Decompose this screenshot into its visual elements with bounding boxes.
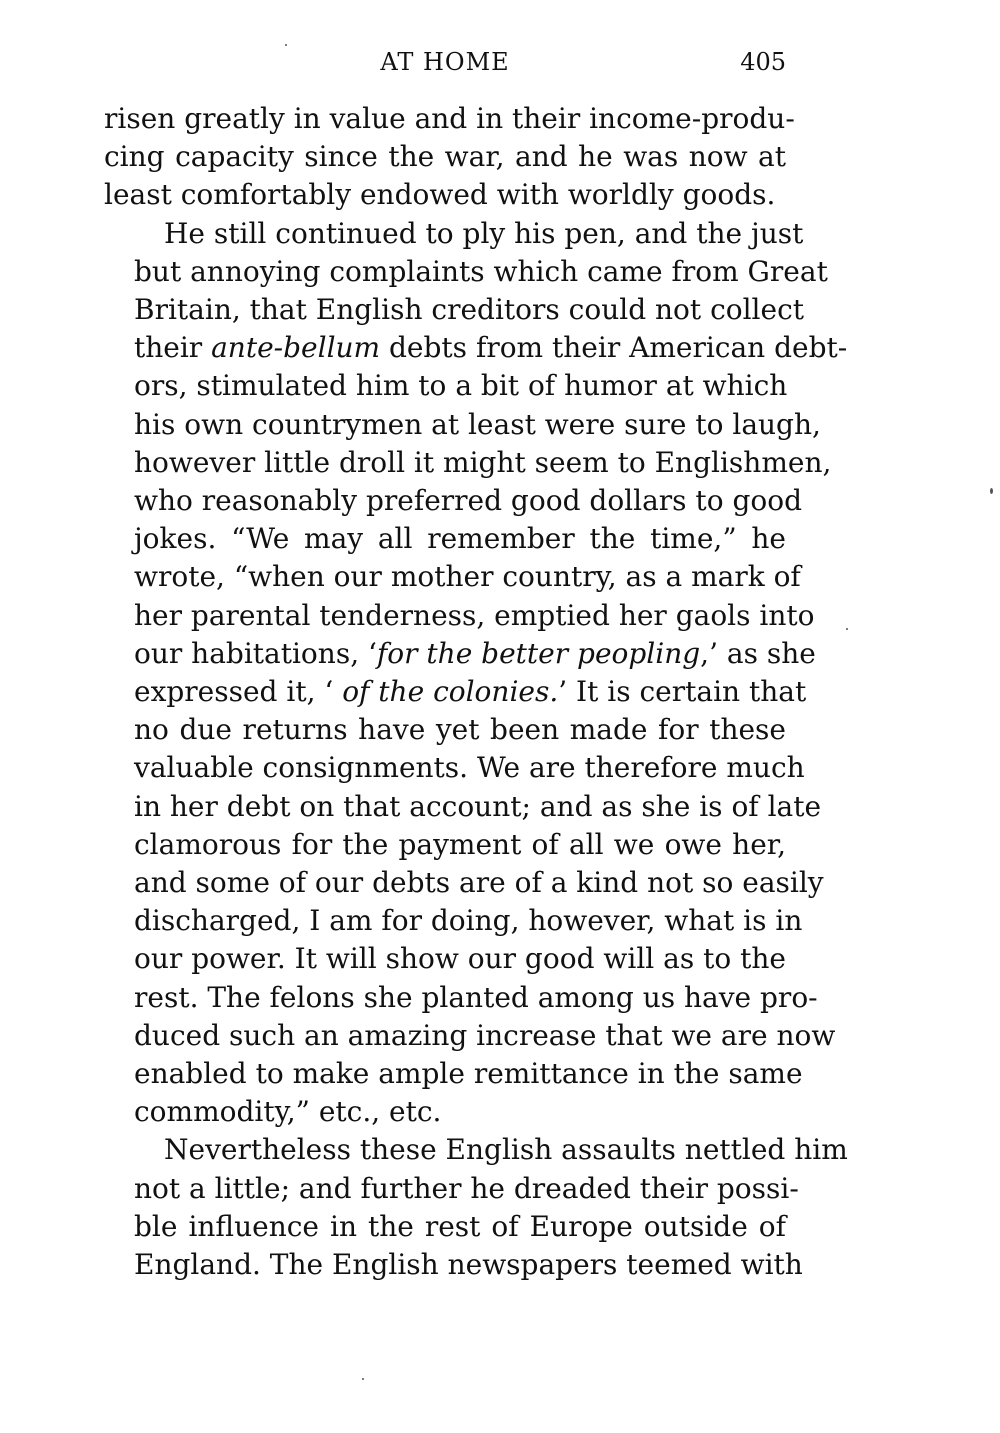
text-line: duced such an amazing increase that we are now bbox=[134, 1018, 836, 1052]
text-line: Nevertheless these English assaults nettled him bbox=[164, 1133, 848, 1167]
text-line: least comfortably endowed with worldly goods. bbox=[104, 178, 776, 212]
text-line: wrote, “when our mother country, as a mark of bbox=[134, 560, 801, 594]
text-line: valuable consignments. We are therefore much bbox=[134, 751, 805, 785]
paragraph bbox=[104, 215, 848, 1132]
text-line: and some of our debts are of a kind not so easily bbox=[134, 866, 824, 900]
text-line: commodity,” etc., etc. bbox=[134, 1095, 442, 1129]
text-line: cing capacity since the war, and he was now at bbox=[104, 140, 786, 174]
text-line: jokes. “We may all remember the time,” he bbox=[134, 522, 786, 556]
text-line: enabled to make ample remittance in the same bbox=[134, 1057, 803, 1091]
text-line: discharged, I am for doing, however, what is in bbox=[134, 904, 803, 938]
scan-speck bbox=[285, 44, 287, 46]
text-line: her parental tenderness, emptied her gaols into bbox=[134, 598, 815, 632]
text-line: his own countrymen at least were sure to laugh, bbox=[134, 407, 821, 441]
body-text bbox=[104, 100, 848, 1284]
text-line: in her debt on that account; and as she is of late bbox=[134, 789, 822, 823]
text-line: expressed it, ‘ of the colonies.’ It is certain that bbox=[134, 675, 807, 709]
text-line: their ante-bellum debts from their American debt- bbox=[134, 331, 848, 365]
text-line: not a little; and further he dreaded their possi- bbox=[134, 1171, 799, 1205]
paragraph bbox=[104, 1131, 848, 1284]
italic-text: of the colonies. bbox=[342, 675, 559, 709]
text-line: ors, stimulated him to a bit of humor at which bbox=[134, 369, 788, 403]
italic-text: ante-bellum bbox=[211, 331, 381, 365]
text-line: clamorous for the payment of all we owe her, bbox=[134, 827, 786, 861]
running-head: AT HOME bbox=[380, 48, 510, 76]
text-line: who reasonably preferred good dollars to good bbox=[134, 484, 803, 518]
text-line: risen greatly in value and in their income-produ- bbox=[104, 102, 795, 135]
text-line: but annoying complaints which came from Great bbox=[134, 254, 828, 288]
text-line: rest. The felons she planted among us have pro- bbox=[134, 980, 818, 1014]
text-line: however little droll it might seem to Englishmen, bbox=[134, 445, 832, 479]
page-number: 405 bbox=[740, 48, 786, 76]
text-line: our habitations, ‘for the better peopling,’ as she bbox=[134, 636, 816, 670]
text-line: Britain, that English creditors could not collect bbox=[134, 293, 805, 327]
text-line: our power. It will show our good will as to the bbox=[134, 942, 786, 976]
scan-speck bbox=[846, 628, 848, 630]
text-line: no due returns have yet been made for these bbox=[134, 713, 786, 747]
paragraph bbox=[104, 100, 795, 215]
page-header bbox=[104, 48, 786, 80]
text-line: ble influence in the rest of Europe outside of bbox=[134, 1209, 786, 1243]
italic-text: for the better peopling bbox=[376, 636, 701, 670]
scan-speck bbox=[362, 1378, 364, 1380]
text-line: He still continued to ply his pen, and the just bbox=[164, 216, 804, 250]
text-line: England. The English newspapers teemed with bbox=[134, 1248, 803, 1282]
scan-speck bbox=[990, 488, 993, 494]
